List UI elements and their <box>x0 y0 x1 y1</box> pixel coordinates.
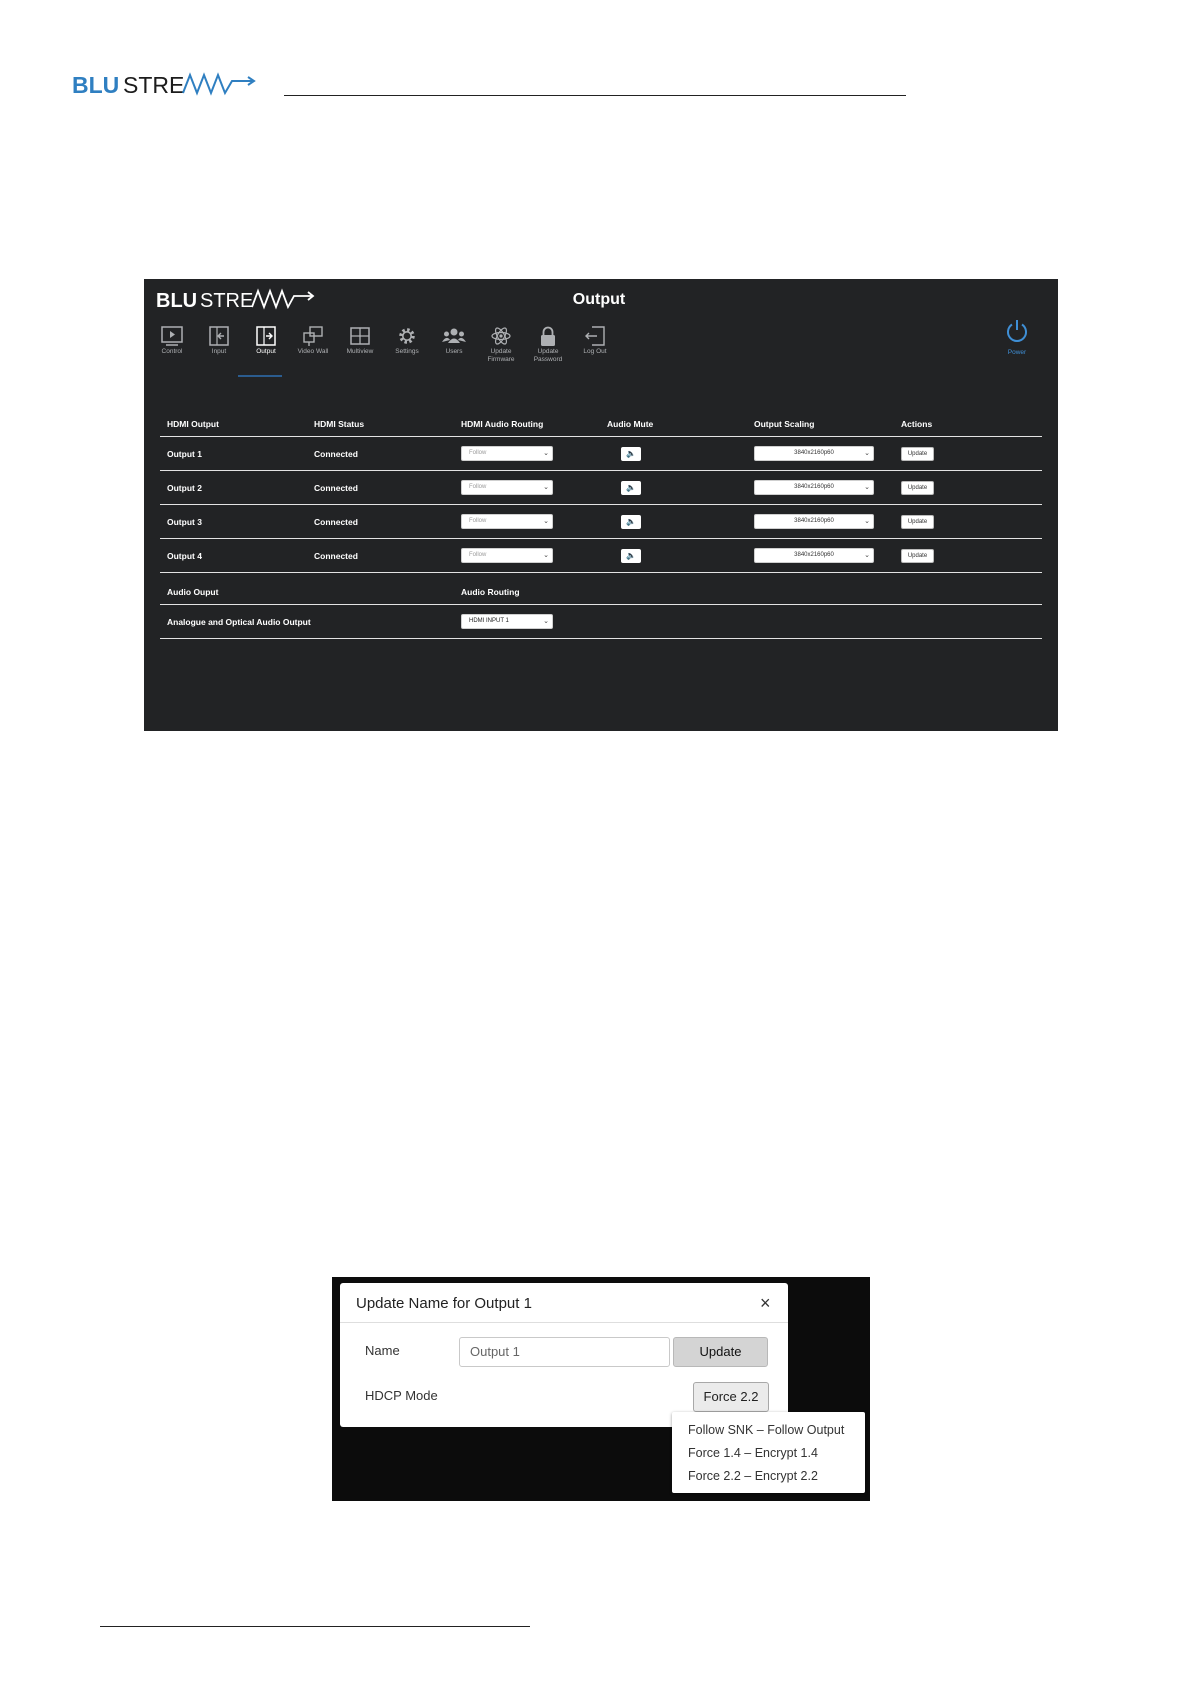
nav-label: Multiview <box>346 348 374 355</box>
header-audio-output: Audio Ouput <box>167 587 219 597</box>
output-status: Connected <box>314 448 358 459</box>
table-row <box>160 605 1042 639</box>
power-icon <box>1005 319 1029 343</box>
svg-text:BLU: BLU <box>156 290 198 312</box>
header-output-scaling: Output Scaling <box>754 419 815 429</box>
hdcp-mode-dropdown <box>672 1412 865 1493</box>
play-icon <box>160 325 184 347</box>
nav-log-out[interactable] <box>573 325 617 377</box>
select-value: Follow <box>469 450 487 456</box>
update-button[interactable]: Update <box>901 549 934 563</box>
chevron-down-icon: ⌄ <box>864 484 870 491</box>
audio-routing-select[interactable] <box>461 548 553 563</box>
atom-icon <box>489 325 513 347</box>
nav-label: Update Password <box>533 348 563 363</box>
audio-output-name: Analogue and Optical Audio Output <box>167 616 311 627</box>
name-label: Name <box>365 1343 400 1358</box>
audio-mute-button[interactable] <box>621 515 641 529</box>
header-hdmi-output: HDMI Output <box>167 419 219 429</box>
nav-users[interactable] <box>432 325 476 377</box>
header-audio-routing: Audio Routing <box>461 587 520 597</box>
modal-title: Update Name for Output 1 <box>356 1295 532 1312</box>
chevron-down-icon: ⌄ <box>543 618 549 625</box>
multiview-icon <box>348 325 372 347</box>
power-button[interactable] <box>1002 319 1032 356</box>
output-status: Connected <box>314 482 358 493</box>
hdcp-mode-select[interactable]: Force 2.2 <box>693 1382 769 1412</box>
rename-modal-screenshot <box>332 1277 870 1501</box>
chevron-down-icon: ⌄ <box>543 518 549 525</box>
nav-label: Output <box>256 348 276 355</box>
nav-control[interactable] <box>150 325 194 377</box>
output-status: Connected <box>314 516 358 527</box>
speaker-icon: 🔈 <box>626 449 636 458</box>
nav-label: Control <box>161 348 183 355</box>
output-scaling-select[interactable] <box>754 514 874 529</box>
nav-input[interactable] <box>197 325 241 377</box>
header-audio-routing: HDMI Audio Routing <box>461 419 544 429</box>
name-input[interactable]: Output 1 <box>459 1337 670 1367</box>
lock-icon <box>536 325 560 347</box>
input-icon <box>207 325 231 347</box>
speaker-icon: 🔈 <box>626 483 636 492</box>
output-page-screenshot <box>144 279 1058 731</box>
table-row <box>160 437 1042 471</box>
audio-routing-select[interactable] <box>461 480 553 495</box>
video-wall-icon <box>301 325 325 347</box>
select-value: HDMI INPUT 1 <box>469 618 509 624</box>
close-icon[interactable]: × <box>760 1293 771 1313</box>
select-value: 3840x2160p60 <box>794 518 834 524</box>
update-button[interactable]: Update <box>673 1337 768 1367</box>
audio-output-routing-select[interactable] <box>461 614 553 629</box>
svg-text:BLU: BLU <box>72 72 120 98</box>
header-audio-mute: Audio Mute <box>607 419 654 429</box>
header-hdmi-status: HDMI Status <box>314 419 365 429</box>
select-value: 3840x2160p60 <box>794 552 834 558</box>
hdcp-option[interactable]: Follow SNK – Follow Output <box>688 1423 845 1437</box>
select-value: 3840x2160p60 <box>794 450 834 456</box>
chevron-down-icon: ⌄ <box>864 552 870 559</box>
logout-icon <box>583 325 607 347</box>
nav-video-wall[interactable] <box>291 325 335 377</box>
table-row <box>160 471 1042 505</box>
modal-divider <box>340 1322 788 1323</box>
chevron-down-icon: ⌄ <box>543 552 549 559</box>
output-name: Output 3 <box>167 516 202 527</box>
nav-settings[interactable] <box>385 325 429 377</box>
audio-routing-select[interactable] <box>461 514 553 529</box>
hdcp-option[interactable]: Force 2.2 – Encrypt 2.2 <box>688 1469 818 1483</box>
select-value: 3840x2160p60 <box>794 484 834 490</box>
output-name: Output 2 <box>167 482 202 493</box>
select-value: Follow <box>469 484 487 490</box>
nav-output[interactable] <box>244 325 288 377</box>
update-name-modal <box>340 1283 788 1427</box>
svg-text:STRE: STRE <box>200 290 254 312</box>
nav-label: Input <box>211 348 227 355</box>
table-header-row <box>160 419 1042 437</box>
hdcp-mode-label: HDCP Mode <box>365 1388 438 1403</box>
hdcp-option[interactable]: Force 1.4 – Encrypt 1.4 <box>688 1446 818 1460</box>
page-title: Output <box>572 291 626 308</box>
speaker-icon: 🔈 <box>626 517 636 526</box>
users-icon <box>441 325 467 347</box>
table-header-row <box>160 587 1042 605</box>
active-tab-indicator <box>238 375 282 377</box>
header-rule <box>284 95 906 96</box>
output-status: Connected <box>314 550 358 561</box>
app-logo <box>156 287 328 313</box>
nav-multiview[interactable] <box>338 325 382 377</box>
select-value: Follow <box>469 518 487 524</box>
chevron-down-icon: ⌄ <box>864 518 870 525</box>
output-scaling-select[interactable] <box>754 480 874 495</box>
update-button[interactable]: Update <box>901 481 934 495</box>
speaker-icon: 🔈 <box>626 551 636 560</box>
nav-label: Video Wall <box>297 348 329 355</box>
output-scaling-select[interactable] <box>754 446 874 461</box>
table-row <box>160 539 1042 573</box>
chevron-down-icon: ⌄ <box>864 450 870 457</box>
audio-output-table <box>160 587 1042 639</box>
output-scaling-select[interactable] <box>754 548 874 563</box>
nav-label: Users <box>445 348 463 355</box>
nav-update-firmware[interactable] <box>479 325 523 377</box>
footer-rule <box>100 1626 530 1627</box>
power-label: Power <box>1007 349 1027 356</box>
select-value: Follow <box>469 552 487 558</box>
table-row <box>160 505 1042 539</box>
audio-mute-button[interactable] <box>621 549 641 563</box>
chevron-down-icon: ⌄ <box>543 450 549 457</box>
audio-mute-button[interactable] <box>621 447 641 461</box>
chevron-down-icon: ⌄ <box>543 484 549 491</box>
audio-mute-button[interactable] <box>621 481 641 495</box>
audio-routing-select[interactable] <box>461 446 553 461</box>
svg-text:STRE: STRE <box>123 72 185 98</box>
gear-icon <box>395 325 419 347</box>
update-button[interactable]: Update <box>901 515 934 529</box>
output-name: Output 4 <box>167 550 202 561</box>
hdmi-output-table <box>160 419 1042 639</box>
blustream-logo <box>72 70 272 102</box>
output-icon <box>254 325 278 347</box>
update-button[interactable]: Update <box>901 447 934 461</box>
nav-label: Update Firmware <box>487 348 515 363</box>
nav-update-password[interactable] <box>526 325 570 377</box>
output-name: Output 1 <box>167 448 202 459</box>
nav-label: Settings <box>395 348 419 355</box>
nav-label: Log Out <box>583 348 607 355</box>
header-actions: Actions <box>901 419 933 429</box>
